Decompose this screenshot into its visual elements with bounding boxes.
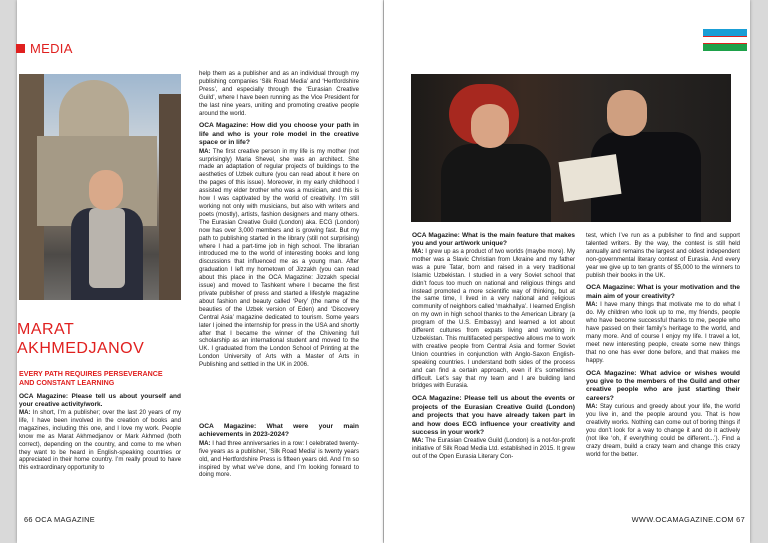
text-column-4 bbox=[586, 232, 740, 458]
paragraph: help them as a publisher and as an individual through my publishing companies ‘Silk Road Media’ and ‘Hertfordshire Press’, and especially through the ‘Eurasian Creative Guild’, where I have been running as the Vice President for the last nine years, uniting and promoting creative people around the world. bbox=[199, 70, 359, 117]
person-name: MARAT AKHMEDJANOV bbox=[17, 321, 145, 357]
portrait-photo bbox=[19, 74, 181, 300]
red-square-icon bbox=[16, 44, 25, 53]
interview-answer bbox=[199, 148, 359, 369]
text-column-2 bbox=[199, 70, 359, 369]
answer-initials: MA: bbox=[412, 437, 424, 445]
uzbekistan-flag-icon bbox=[703, 29, 747, 55]
answer-text: In short, I’m a publisher; over the last 20 years of my life, I have been involved in the creation of books and magazines, including this one, and I love my work. People know me as Marat Akhmedjanov or Mark Akhmed (both correct), depending on the country, and come to me when they want to be heard in English-speaking countries or appreciated in their home country. I’m really proud to have this extraordinary opportunity to bbox=[19, 409, 181, 472]
answer-initials: MA: bbox=[199, 439, 211, 447]
text-column-1 bbox=[19, 393, 181, 472]
interview-answer bbox=[199, 440, 359, 480]
paragraph: test, which I’ve run as a publisher to find and support talented writers. By the way, the contest is still held annually and remains the largest and oldest independent non-governmental literary contest of Eurasia. And every year we give up to ten grants of $5,000 to the winners to publish their books in the UK. bbox=[586, 232, 740, 279]
answer-initials: MA: bbox=[586, 403, 598, 411]
event-photo bbox=[411, 74, 731, 222]
interview-question: OCA Magazine: What is the main feature that makes you and your art/work unique? bbox=[412, 232, 575, 247]
interview-question: OCA Magazine: What were your main achievements in 2023-2024? bbox=[199, 423, 359, 439]
answer-text: I have many things that motivate me to do what I do. My children who look up to me, my friends, people who have become successful thanks to me, people who have passed on their family’s heritage to the world, and many more. And of course I enjoy my life. I travel a lot, meet new interesting people, create some new things that no one has ever done before, and that makes me happy. bbox=[586, 301, 740, 364]
text-column-2b bbox=[199, 418, 359, 479]
interview-answer bbox=[586, 301, 740, 364]
answer-text: Stay curious and greedy about your life, the world you live in, and the people around you. That is how creativity works. Nothing can come out of boring things if you don’t look for a way to change it and do it actively (not like ‘oh, if everything could be different...’). Find a crazy dream, build a crazy team and change this crazy world for the better. bbox=[586, 403, 740, 458]
interview-answer bbox=[412, 248, 575, 390]
answer-text: The first creative person in my life is my mother (not surprisingly) Maria Shevel, she was an architect. She made an adaptation of regular projects of buildings to the aesthetics of Uzbek culture (you can read about it here on the pages of this issue). Moreover, in my early childhood I assisted my elder brother who was a musician, and this is how I was captivated by the world of creativity. I’m still working not only with musicians, but also with writers and poets (mostly), artists, fashion designers and many others. The Eurasian Creative Guild (London) aka. ECG (London) now has over 3,000 members and is growing fast. But my path to publishing started in the library (still not surprising) where I had a part-time job in high school. The librarian introduced me to the world of interesting books and long discussions that influenced me as a young man. After graduation I left my hometown of Jizzakh (you can read about this place in the OCA Magazine: Jizzakh special issue) and moved to Tashkent where I became the first private publisher of press and started a lifestyle magazine about fashion and beauty called ‘Pery’ (the name of the beauties of the Uzbek version of Eden) and ‘Discovery Central Asia’ magazine dedicated to tourism. Some years later I joined the internship for press in the USA and shortly after that I became the winner of the Chivening full scholarship as an international student and moved to the UK. I graduated from the London School of Printing at the London University of Arts with a Master of Arts in Publishing and settled in the UK in 2006. bbox=[199, 147, 359, 369]
interview-question: OCA Magazine: Please tell us about the events or projects of the Eurasian Creative Guild (London) and projects that you have already taken part in and how does ECG influence your creativity and success in your work? bbox=[412, 395, 575, 436]
article-subtitle: EVERY PATH REQUIRES PERSEVERANCE AND CONSTANT LEARNING bbox=[19, 370, 163, 387]
answer-text: I grew up as a product of two worlds (maybe more). My mother was a Slavic Christian from Ukraine and my father was a pure Tatar, born and raised in a very traditional Islamic Uzbekistan. I studied in a very Soviet school that didn’t focus too much on national and religious things and instead promoted a more scientific way of thinking, but at the same time, I lived in a very national and religious community of neighbors called ‘makhallya’. I learned English on my own in high school thanks to the American Library (a program of the U.S. Embassy) and learned a lot about different cultures from expats living and working in Uzbekistan. This multifaceted perspective allows me to work with creative people from Central Asia and former Soviet Union countries in conjunction with Anglo-Saxon English-speaking countries. I understand both sides of the process and can find a certain approach, even if it’s sometimes difficult. Let’s say that my team and I are building land bridges with Eurasia. bbox=[412, 248, 575, 390]
interview-answer bbox=[412, 437, 575, 461]
answer-text: I had three anniversaries in a row: I celebrated twenty-five years as a publisher, ‘Silk Road Media’ is twenty years old, and Hertfordshire Press is fifteen years old. And I’m so inspired by what we’ve done, and I’m looking forward to doing more. bbox=[199, 439, 359, 479]
interview-answer bbox=[19, 409, 181, 472]
answer-text: The Eurasian Creative Guild (London) is a not-for-profit initiative of Silk Road Media Ltd. established in 2015. It grew out of the Open Eurasia Literary Con- bbox=[412, 437, 575, 461]
answer-initials: MA: bbox=[586, 301, 598, 309]
answer-initials: MA: bbox=[412, 248, 424, 255]
interview-question: OCA Magazine: How did you choose your path in life and who is your role model in the creative space or in life? bbox=[199, 122, 359, 147]
footer-left: 66 OCA MAGAZINE bbox=[24, 515, 96, 524]
footer-right: WWW.OCAMAGAZINE.COM 67 bbox=[631, 515, 745, 524]
interview-answer bbox=[586, 403, 740, 458]
answer-initials: MA: bbox=[19, 409, 31, 416]
interview-question: OCA Magazine: What advice or wishes would you give to the members of the Guild and other creative people who are just starting their careers? bbox=[586, 369, 740, 402]
interview-question: OCA Magazine: What is your motivation and the main aim of your creativity? bbox=[586, 284, 740, 300]
section-header bbox=[16, 41, 73, 56]
answer-initials: MA: bbox=[199, 147, 211, 155]
interview-question: OCA Magazine: Please tell us about yourself and your creative activity/work. bbox=[19, 393, 181, 408]
section-title: MEDIA bbox=[30, 41, 73, 56]
text-column-3 bbox=[412, 232, 575, 461]
